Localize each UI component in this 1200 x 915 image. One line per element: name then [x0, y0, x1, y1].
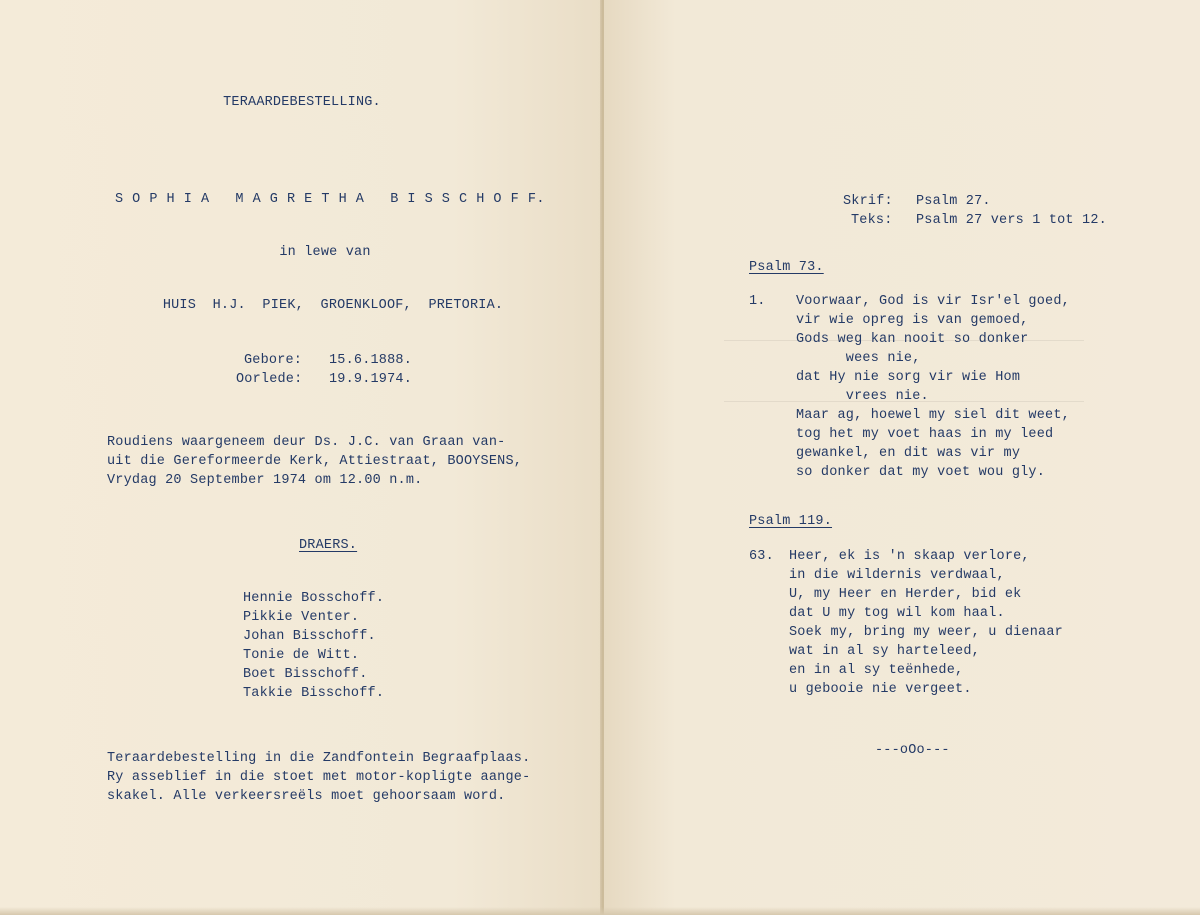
- right-page: [604, 0, 1200, 915]
- service-line: Roudiens waargeneem deur Ds. J.C. van Graan van-: [107, 435, 506, 450]
- verse-line: Heer, ek is 'n skaap verlore,: [789, 549, 1030, 564]
- pallbearer-name: Johan Bisschoff.: [243, 629, 376, 644]
- death-label: Oorlede:: [236, 372, 303, 387]
- death-date: 19.9.1974.: [329, 372, 413, 387]
- service-paragraph: [107, 433, 522, 490]
- teks-label: Teks:: [851, 213, 893, 228]
- pallbearer-name: Takkie Bisschoff.: [243, 686, 385, 701]
- verse-line: vir wie opreg is van gemoed,: [796, 313, 1029, 328]
- draers-heading: DRAERS.: [299, 538, 358, 553]
- verse-line: so donker dat my voet wou gly.: [796, 465, 1046, 480]
- psalm-73-verse: [796, 292, 1070, 482]
- verse-line: wat in al sy harteleed,: [789, 644, 980, 659]
- verse-line: Soek my, bring my weer, u dienaar: [789, 625, 1063, 640]
- psalm-119-heading: Psalm 119.: [749, 514, 833, 529]
- verse-line: Voorwaar, God is vir Isr'el goed,: [796, 294, 1070, 309]
- verse-line: U, my Heer en Herder, bid ek: [789, 587, 1022, 602]
- end-mark: ---oOo---: [875, 743, 950, 758]
- deceased-name: S O P H I A M A G R E T H A B I S S C H O F F.: [114, 192, 546, 207]
- skrif-value: Psalm 27.: [916, 194, 991, 209]
- verse-line: Gods weg kan nooit so donker: [796, 332, 1029, 347]
- closing-line: Teraardebestelling in die Zandfontein Begraafplaas.: [107, 751, 531, 766]
- paper-bottom-edge: [0, 907, 1200, 915]
- verse-line: vrees nie.: [796, 389, 929, 404]
- verse-line: dat U my tog wil kom haal.: [789, 606, 1005, 621]
- pallbearer-name: Pikkie Venter.: [243, 610, 360, 625]
- psalm-119-verse: [789, 547, 1063, 699]
- verse-line: gewankel, en dit was vir my: [796, 446, 1021, 461]
- birth-label: Gebore:: [244, 353, 303, 368]
- pallbearers-list: [243, 589, 384, 703]
- birth-date: 15.6.1888.: [329, 353, 413, 368]
- pallbearer-name: Tonie de Witt.: [243, 648, 360, 663]
- closing-line: Ry asseblief in die stoet met motor-kopligte aange-: [107, 770, 531, 785]
- verse-line: tog het my voet haas in my leed: [796, 427, 1054, 442]
- verse-line: in die wildernis verdwaal,: [789, 568, 1005, 583]
- closing-paragraph: [107, 749, 530, 806]
- skrif-label: Skrif:: [843, 194, 893, 209]
- address-line: HUIS H.J. PIEK, GROENKLOOF, PRETORIA.: [162, 298, 504, 313]
- psalm-73-heading: Psalm 73.: [749, 260, 824, 275]
- teks-value: Psalm 27 vers 1 tot 12.: [916, 213, 1107, 228]
- verse-line: en in al sy teënhede,: [789, 663, 964, 678]
- pallbearer-name: Boet Bisschoff.: [243, 667, 368, 682]
- in-lewe-van: in lewe van: [279, 245, 371, 260]
- psalm-73-verse-number: 1.: [749, 294, 766, 309]
- verse-line: wees nie,: [796, 351, 921, 366]
- service-line: Vrydag 20 September 1974 om 12.00 n.m.: [107, 473, 423, 488]
- document-title: TERAARDEBESTELLING.: [223, 95, 381, 110]
- closing-line: skakel. Alle verkeersreëls moet gehoorsaam word.: [107, 789, 506, 804]
- verse-line: Maar ag, hoewel my siel dit weet,: [796, 408, 1070, 423]
- service-line: uit die Gereformeerde Kerk, Attiestraat, BOOYSENS,: [107, 454, 523, 469]
- verse-line: u gebooie nie vergeet.: [789, 682, 972, 697]
- psalm-119-verse-number: 63.: [749, 549, 774, 564]
- pallbearer-name: Hennie Bosschoff.: [243, 591, 385, 606]
- verse-line: dat Hy nie sorg vir wie Hom: [796, 370, 1021, 385]
